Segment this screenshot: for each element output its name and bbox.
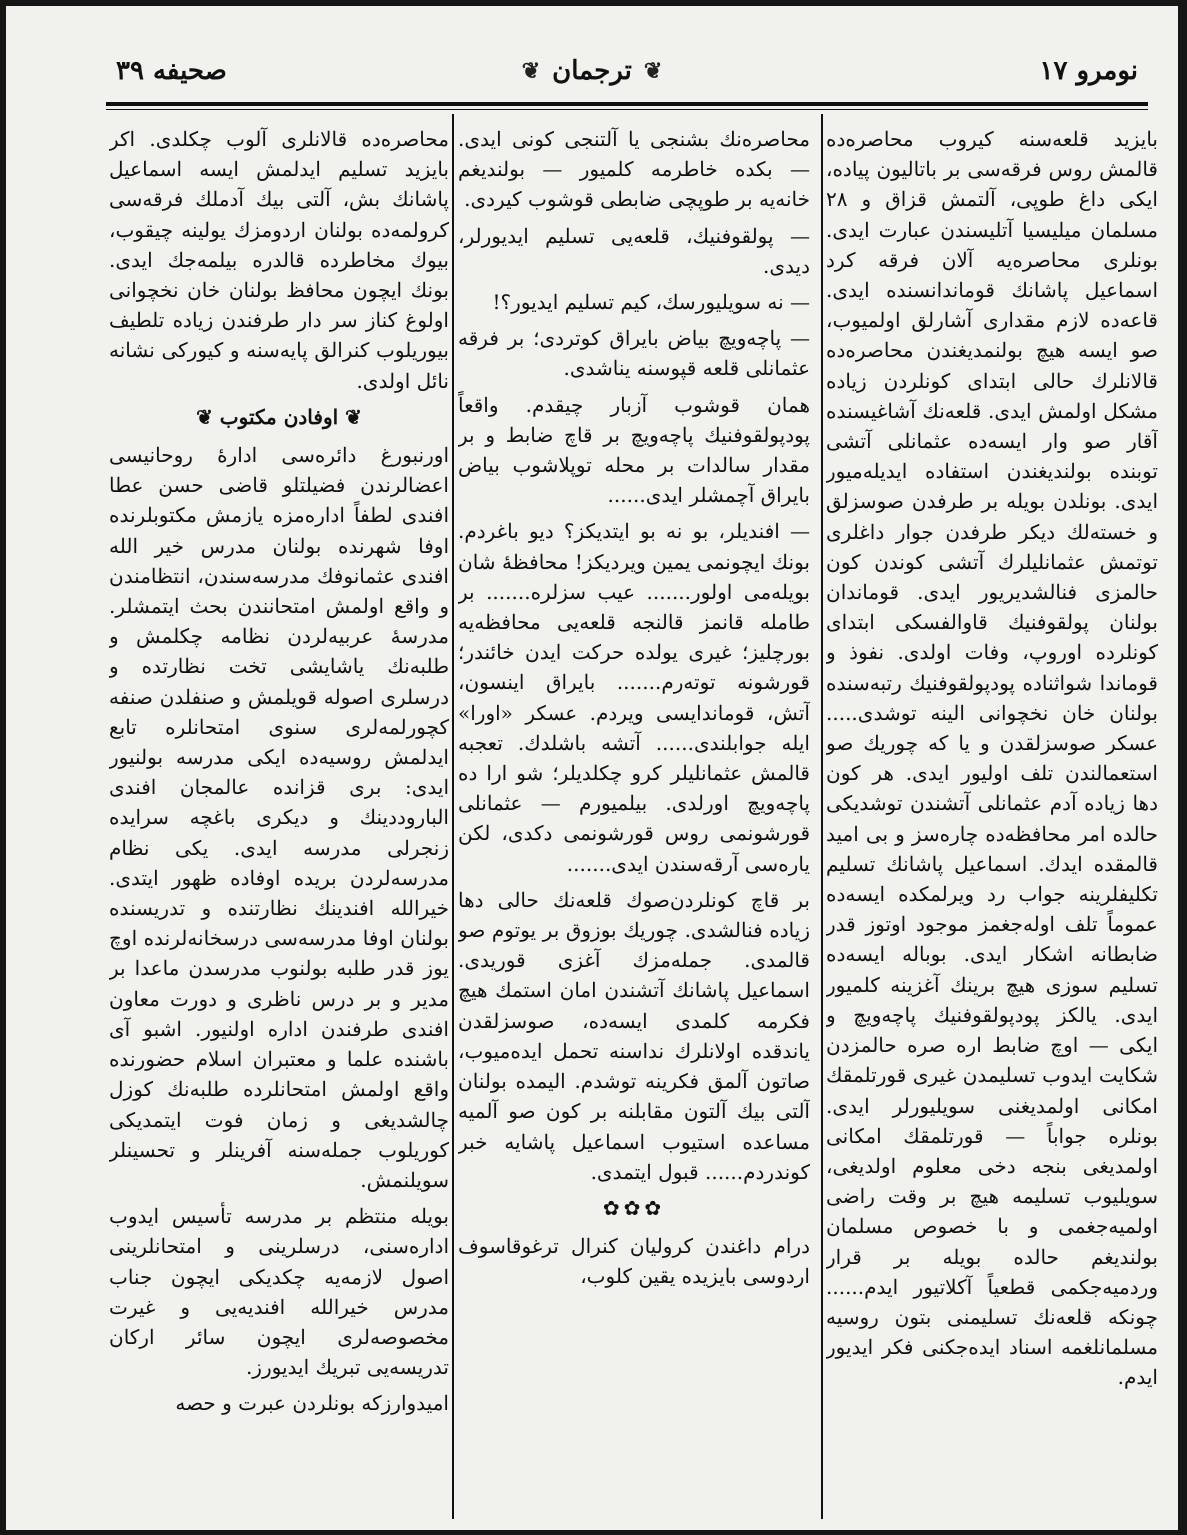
column-divider-left [452, 114, 454, 1519]
header-rule [106, 102, 1148, 106]
page-number: صحیفه ٣٩ [116, 56, 227, 86]
paragraph: اورنبورغ دائره‌سی ادارهٔ روحانیسی اعضالرندن فضیلتلو قاضی حسن عطا افندی لطفاً اداره‌مزه یازمش مکتوبلرنده اوفا شهرنده بولنان مدرس خیر الله افندی عثمانوفك مدرسه‌سندن، انتظامندن و واقع اولمش امتحانندن بحث ایتمشلر. مدرسهٔ عربیه‌لردن نظامه چکلمش و طلبه‌نك یاشایشی تخت نظارتده و درسلری اصوله قویلمش و صنفلدن صنفه کچورلمه‌لری سنوی امتحانلره تابع ایدلمش روسیه‌ده ایکی مدرسه بولنیور ایدی: بری قزانده عالمجان افندی الباروددینك و دیکری باغچه سرایده زنجرلی مدرسه ایدی. یکی نظام مدرسه‌لردن بریده اوفاده ظهور ایتدی. خیرالله افندینك نظارتنده و تدریسنده بولنان اوفا مدرسه‌سی درسخانه‌لرنده اوچ یوز قدر طلبه بولنوب مدرسدن ماعدا بر مدیر و بر درس ناظری و دورت معاون افندی طرفندن اداره اولنیور. اشبو آی باشنده علما و معتبران اسلام حضورنده واقع اولمش امتحانلرده طلبه‌نك کوزل چالشدیغی و زمان فوت ایتمدیکی کوریلوب جمله‌سنه آفرینلر و تحسینلر سویلنمش. [109, 443, 449, 1192]
ornament-right-icon: ❦ [643, 58, 663, 84]
masthead [522, 56, 663, 86]
column-right [826, 124, 1158, 1519]
column-middle [458, 124, 810, 1519]
ornament-icon: ❦ [338, 404, 362, 429]
section-title [109, 402, 449, 432]
divider-stars-icon: ✿✿✿ [602, 1195, 666, 1220]
newspaper-page [6, 6, 1178, 1530]
paragraph: بویله منتظم بر مدرسه تأسیس ایدوب اداره‌سنی، درسلرینی و امتحانلرینی اصول لازمه‌یه چکدیکی ایچون جناب مدرس خیرالله افندیه‌یی و غیرت مخصوصه‌لری ایچون سائر ارکان تدریسه‌یی تبریك ایدیورز. [109, 1204, 449, 1380]
paragraph: بر قاچ کونلردن‌صوك قلعه‌نك حالی دها زیاده فنالشدی. چوریك بوزوق بر یوتوم صو قالمدی. جمله‌مزك آغزی قوریدی. اسماعیل پاشانك آتشندن امان استمك هیچ فکرمه کلمدی ایسه‌ده، صوسزلقدن یاندقده اولانلرك نداسنه تحمل ایده‌میوب، صاتون آلمق فکرینه توشدم. الیمده بولنان آلتی بیك آلتون مقابلنه بر کون صو آلمیه مساعده استیوب اسماعیل پاشایه خبر کوندردم...... قبول ایتمدی. [458, 887, 810, 1184]
paragraph: — پاچه‌ویچ بیاض بایراق کوتردی؛ بر فرقه عثمانلی قلعه قپوسنه یناشدی. [458, 326, 810, 381]
paragraph: — افندیلر، بو نه بو ایتدیکز؟ دیو باغردم. بونك ایچونمی یمین ویردیکز! محافظهٔ شان بویله‌می اولور....... عیب سزلره....... بر طامله قانمز قالنجه قلعه‌یی محافظه‌یه بورچلیز؛ غیری یولده حرکت ایدن خائندر؛ قورشونه توته‌رم....... بایراق اینسون، آتش، قوماندایسی ویردم. عسکر «اورا» ایله جوابلندی...... آتشه باشلدك. تعجبه قالمش عثمانلیلر کرو چکلدیلر؛ شو ارا ده پاچه‌ویچ اورلدی. بیلمیورم — عثمانلی قورشونمی روس قورشونمی دکدی، لکن یاره‌سی آرقه‌سندن ایدی....... [458, 519, 810, 876]
paragraph: درام داغندن کرولیان کنرال ترغوقاسوف اردوسی بایزیده یقین کلوب، [458, 1234, 810, 1289]
paragraph: محاصره‌نك بشنجی یا آلتنجی کونی ایدی. — بکده خاطرمه کلمیور — بولندیغم خانه‌یه بر طوپچی ضابطی قوشوب کیردی. [458, 127, 810, 212]
ornament-left-icon: ❦ [521, 58, 541, 84]
paragraph: امیدوارزکه بونلردن عبرت و حصه [175, 1391, 449, 1416]
issue-number: نومرو ١٧ [1039, 56, 1138, 86]
section-title-text: اوفادن مکتوب [219, 404, 339, 429]
header-rule-thin [106, 109, 1148, 110]
paragraph: — پولقوفنیك، قلعه‌یی تسلیم ایدیورلر، دیدی. [458, 223, 810, 278]
newspaper-title: ترجمان [552, 56, 632, 86]
paragraph: — نه سویلیورسك، کیم تسلیم ایدیور؟! [492, 290, 810, 315]
paragraph: بایزید قلعه‌سنه کیروب محاصره‌ده قالمش روس فرقه‌سی بر باتالیون پیاده، ایکی داغ طوپی، آلتمش قزاق و ٢٨ مسلمان میلیسیا آتلیسندن عبارت ایدی. بونلری محاصره‌یه آلان فرقه کرد اسماعیل پاشانك قوماندانسنده ایدی. قاعه‌ده لازم مقداری آشارلق اولمیوب، صو ایسه هیچ بولنمدیغندن محاصره‌ده قالانلرك حالی ابتدای کونلردن زیاده مشکل اولمش ایدی. قلعه‌نك آشاغیسنده آقار صو وار ایسه‌ده عثمانلی آتشی توبنده بولندیغندن استفاده ایدیله‌میور ایدی. بونلدن بویله بر طرفدن صوسزلق و خسته‌لك دیکر طرفدن جوار داغلری توتمش عثمانلیلرك آتشی کوندن کون حالمزی فنالشدیریور ایدی. قوماندان بولنان پولقوفنیك قاوالفسکی ابتدای کونلرده اوروپ، وفات اولدی. نفوذ و قوماندا شواثناده پودپولقوفنیك رتبه‌سنده بولنان خان نخچوانی الینه توشدی..... عسکر صوسزلقدن و یا که چوریك صو استعمالندن تلف اولیور ایدی. هر کون دها زیاده آدم عثمانلی آتشندن توشدیکی حالده امر محافظه‌ده چاره‌سز و بی امید قالمقده ایدك. اسماعیل پاشانك تسلیم تکلیفلرینه جواب رد ویرلمکده ایسه‌ده عموماً تلف اوله‌جغمز موجود اوتوز قدر ضابطانه اشکار ایدی. بوباله ایسه‌ده تسلیم سوزی هیچ برینك آغزینه کلمیور ایدی. یالکز پودپولقوفنیك پاچه‌ویچ و ایکی — اوچ ضابط اره صره حالمزدن شکایت ایدوب تسلیمدن غیری قورتلمقك امکانی اولمدیغنی سویلیورلر ایدی. بونلره جواباً — قورتلمقك امکانی اولمدیغی بنجه دخی معلوم اولدیغی، سویلیوب تسلیمه هیچ بر وقت راضی اولمیه‌جغمی و با خصوص مسلمان بولندیغم حالده بویله بر قرار وردمیه‌جکمی قطعیاً آکلاتیور ایدم...... چونکه قلعه‌نك تسلیمنی بتون روسیه مسلمانلغمه اسناد ایده‌جکنی فکر ایدیور ایدم. [826, 127, 1158, 1390]
paragraph: همان قوشوب آزبار چیقدم. واقعاً پودپولقوفنیك پاچه‌ویچ بر قاچ ضابط و بر مقدار سالدات بر محله توپلاشوب بیاض بایراق آچمشلر ایدی...... [458, 392, 810, 508]
column-left [109, 124, 449, 1519]
ornament-icon: ❦ [196, 404, 213, 429]
paragraph: محاصره‌ده قالانلری آلوب چکلدی. اکر بایزید تسلیم ایدلمش ایسه اسماعیل پاشانك بش، آلتی بیك آدملك فرقه‌سی کرولمه‌ده بولنان اردومزك یولینه چیقوب، بیوك مخاطرده قالدره بیلمه‌جك ایدی. بونك ایچون محافظ بولنان خان نخچوانی اولوغ کناز سر دار طرفندن زیاده تلطیف بیوریلوب کنرالق پایه‌سنه و کیورکی نشانه نائل اولدی. [109, 127, 449, 393]
column-divider-right [821, 114, 823, 1519]
